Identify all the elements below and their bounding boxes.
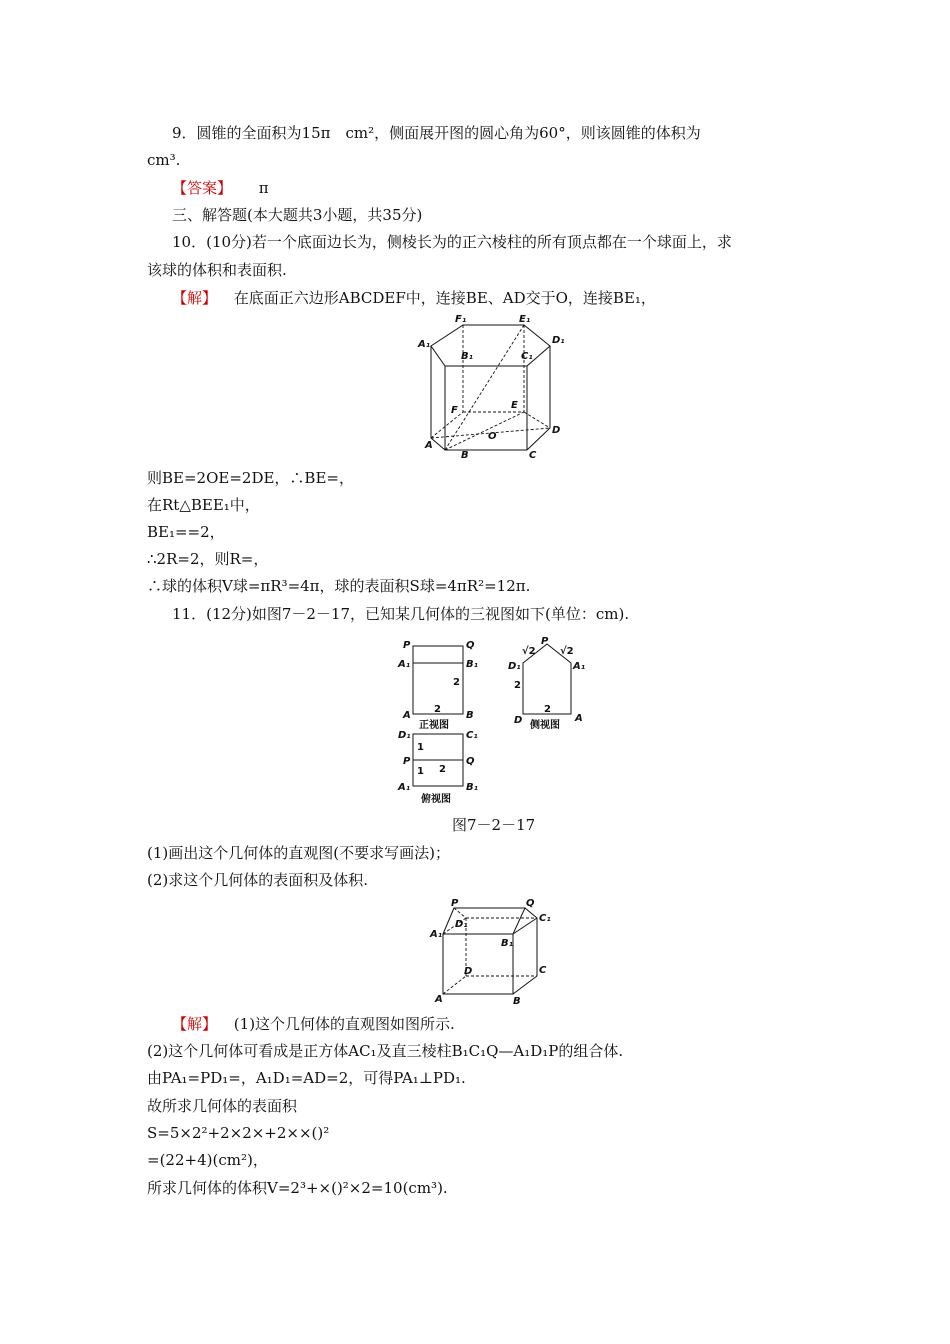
solution-text: (1)这个几何体的直观图如图所示. <box>233 1015 455 1033</box>
q10-line1: 10．(10分)若一个底面边长为，侧棱长为的正六棱柱的所有顶点都在一个球面上，求 <box>172 233 732 251</box>
front-Q: Q <box>466 640 475 651</box>
top-P: P <box>403 756 411 767</box>
q11-step5: S=5×2²+2×2×+2××()² <box>147 1124 330 1142</box>
answer-value: π <box>258 179 269 197</box>
solid-B: B <box>513 996 521 1007</box>
side-A: A <box>575 713 583 724</box>
solution-tag: 【解】 <box>172 1015 218 1033</box>
hexagonal-prism-figure <box>415 316 575 461</box>
label-F: F <box>451 405 458 416</box>
label-B: B <box>461 450 469 461</box>
q10-step3: BE₁==2， <box>147 523 225 541</box>
three-views-figure <box>395 636 595 811</box>
label-E: E <box>511 400 518 411</box>
label-D: D <box>552 425 561 436</box>
q11-step3: 由PA₁=PD₁=，A₁D₁=AD=2，可得PA₁⊥PD₁. <box>147 1069 466 1087</box>
top-view-title: 俯视图 <box>421 794 451 805</box>
section-title: 三、解答题(本大题共3小题，共35分) <box>172 206 423 224</box>
side-view-title: 侧视图 <box>530 720 560 731</box>
q11-line1: 11．(12分)如图7－2－17，已知某几何体的三视图如下(单位：cm). <box>172 605 630 623</box>
label-B1: B₁ <box>461 351 474 362</box>
q11-part1: (1)画出这个几何体的直观图(不要求写画法)； <box>147 844 450 862</box>
q10-step5: ∴球的体积V球=πR³=4π，球的表面积S球=4πR²=12π. <box>147 577 531 595</box>
solid-figure <box>425 896 565 1006</box>
top-C1: C₁ <box>466 730 478 741</box>
q9-line-cont: cm³. <box>147 151 181 169</box>
q11-step2: (2)这个几何体可看成是正方体AC₁及直三棱柱B₁C₁Q—A₁D₁P的组合体. <box>147 1042 624 1060</box>
solution-tag: 【解】 <box>172 289 218 307</box>
side-P: P <box>541 636 549 647</box>
q11-solution-intro <box>172 1014 455 1034</box>
label-A1: A₁ <box>418 339 431 350</box>
solid-B1: B₁ <box>501 938 514 949</box>
solid-C: C <box>539 965 547 976</box>
q11-step4: 故所求几何体的表面积 <box>147 1097 298 1115</box>
q10-step4: ∴2R=2，则R=， <box>147 550 269 568</box>
side-A1: A₁ <box>573 661 586 672</box>
top-D1: D₁ <box>398 730 411 741</box>
front-B: B <box>466 710 474 721</box>
front-P: P <box>403 640 411 651</box>
figure-caption: 图7－2－17 <box>452 816 536 834</box>
q10-line2: 该球的体积和表面积. <box>147 261 287 279</box>
side-D: D <box>514 715 523 726</box>
solid-D: D <box>464 966 473 977</box>
top-B1: B₁ <box>466 782 479 793</box>
side-edge-right: √2 <box>560 646 574 657</box>
solid-D1: D₁ <box>455 919 468 930</box>
solid-A: A <box>435 994 443 1005</box>
label-C1: C₁ <box>521 351 533 362</box>
solid-P: P <box>451 898 459 909</box>
front-B1: B₁ <box>466 659 479 670</box>
front-A: A <box>403 710 411 721</box>
top-A1: A₁ <box>398 782 411 793</box>
q11-step7: 所求几何体的体积V=2³+×()²×2=10(cm³). <box>147 1179 448 1197</box>
q9-answer <box>172 178 269 198</box>
label-C: C <box>529 450 537 461</box>
solution-text: 在底面正六边形ABCDEF中，连接BE、AD交于O，连接BE₁， <box>233 289 656 307</box>
front-width: 2 <box>434 704 441 715</box>
answer-tag: 【答案】 <box>172 179 233 197</box>
q10-solution-intro <box>172 288 656 308</box>
label-O: O <box>488 431 497 442</box>
label-F1: F₁ <box>455 314 467 325</box>
q11-step6: =(22+4)(cm²)， <box>147 1151 268 1169</box>
q10-step1: 则BE=2OE=2DE，∴BE=， <box>147 469 354 487</box>
top-depth-lower: 1 <box>417 766 424 777</box>
label-D1: D₁ <box>552 335 565 346</box>
label-A: A <box>425 440 433 451</box>
front-height: 2 <box>453 677 460 688</box>
solid-Q: Q <box>526 898 535 909</box>
front-view-title: 正视图 <box>419 720 449 731</box>
side-D1: D₁ <box>508 661 521 672</box>
top-Q: Q <box>466 756 475 767</box>
solid-A1: A₁ <box>430 929 443 940</box>
label-E1: E₁ <box>519 314 531 325</box>
front-A1: A₁ <box>398 659 411 670</box>
q11-part2: (2)求这个几何体的表面积及体积. <box>147 871 369 889</box>
top-depth-upper: 1 <box>417 742 424 753</box>
side-width: 2 <box>544 704 551 715</box>
side-height: 2 <box>514 680 521 691</box>
solid-C1: C₁ <box>539 913 551 924</box>
q9-line: 9．圆锥的全面积为15π cm²，侧面展开图的圆心角为60°，则该圆锥的体积为 <box>172 124 701 142</box>
q10-step2: 在Rt△BEE₁中， <box>147 496 260 514</box>
side-edge-left: √2 <box>522 646 536 657</box>
top-width: 2 <box>439 764 446 775</box>
